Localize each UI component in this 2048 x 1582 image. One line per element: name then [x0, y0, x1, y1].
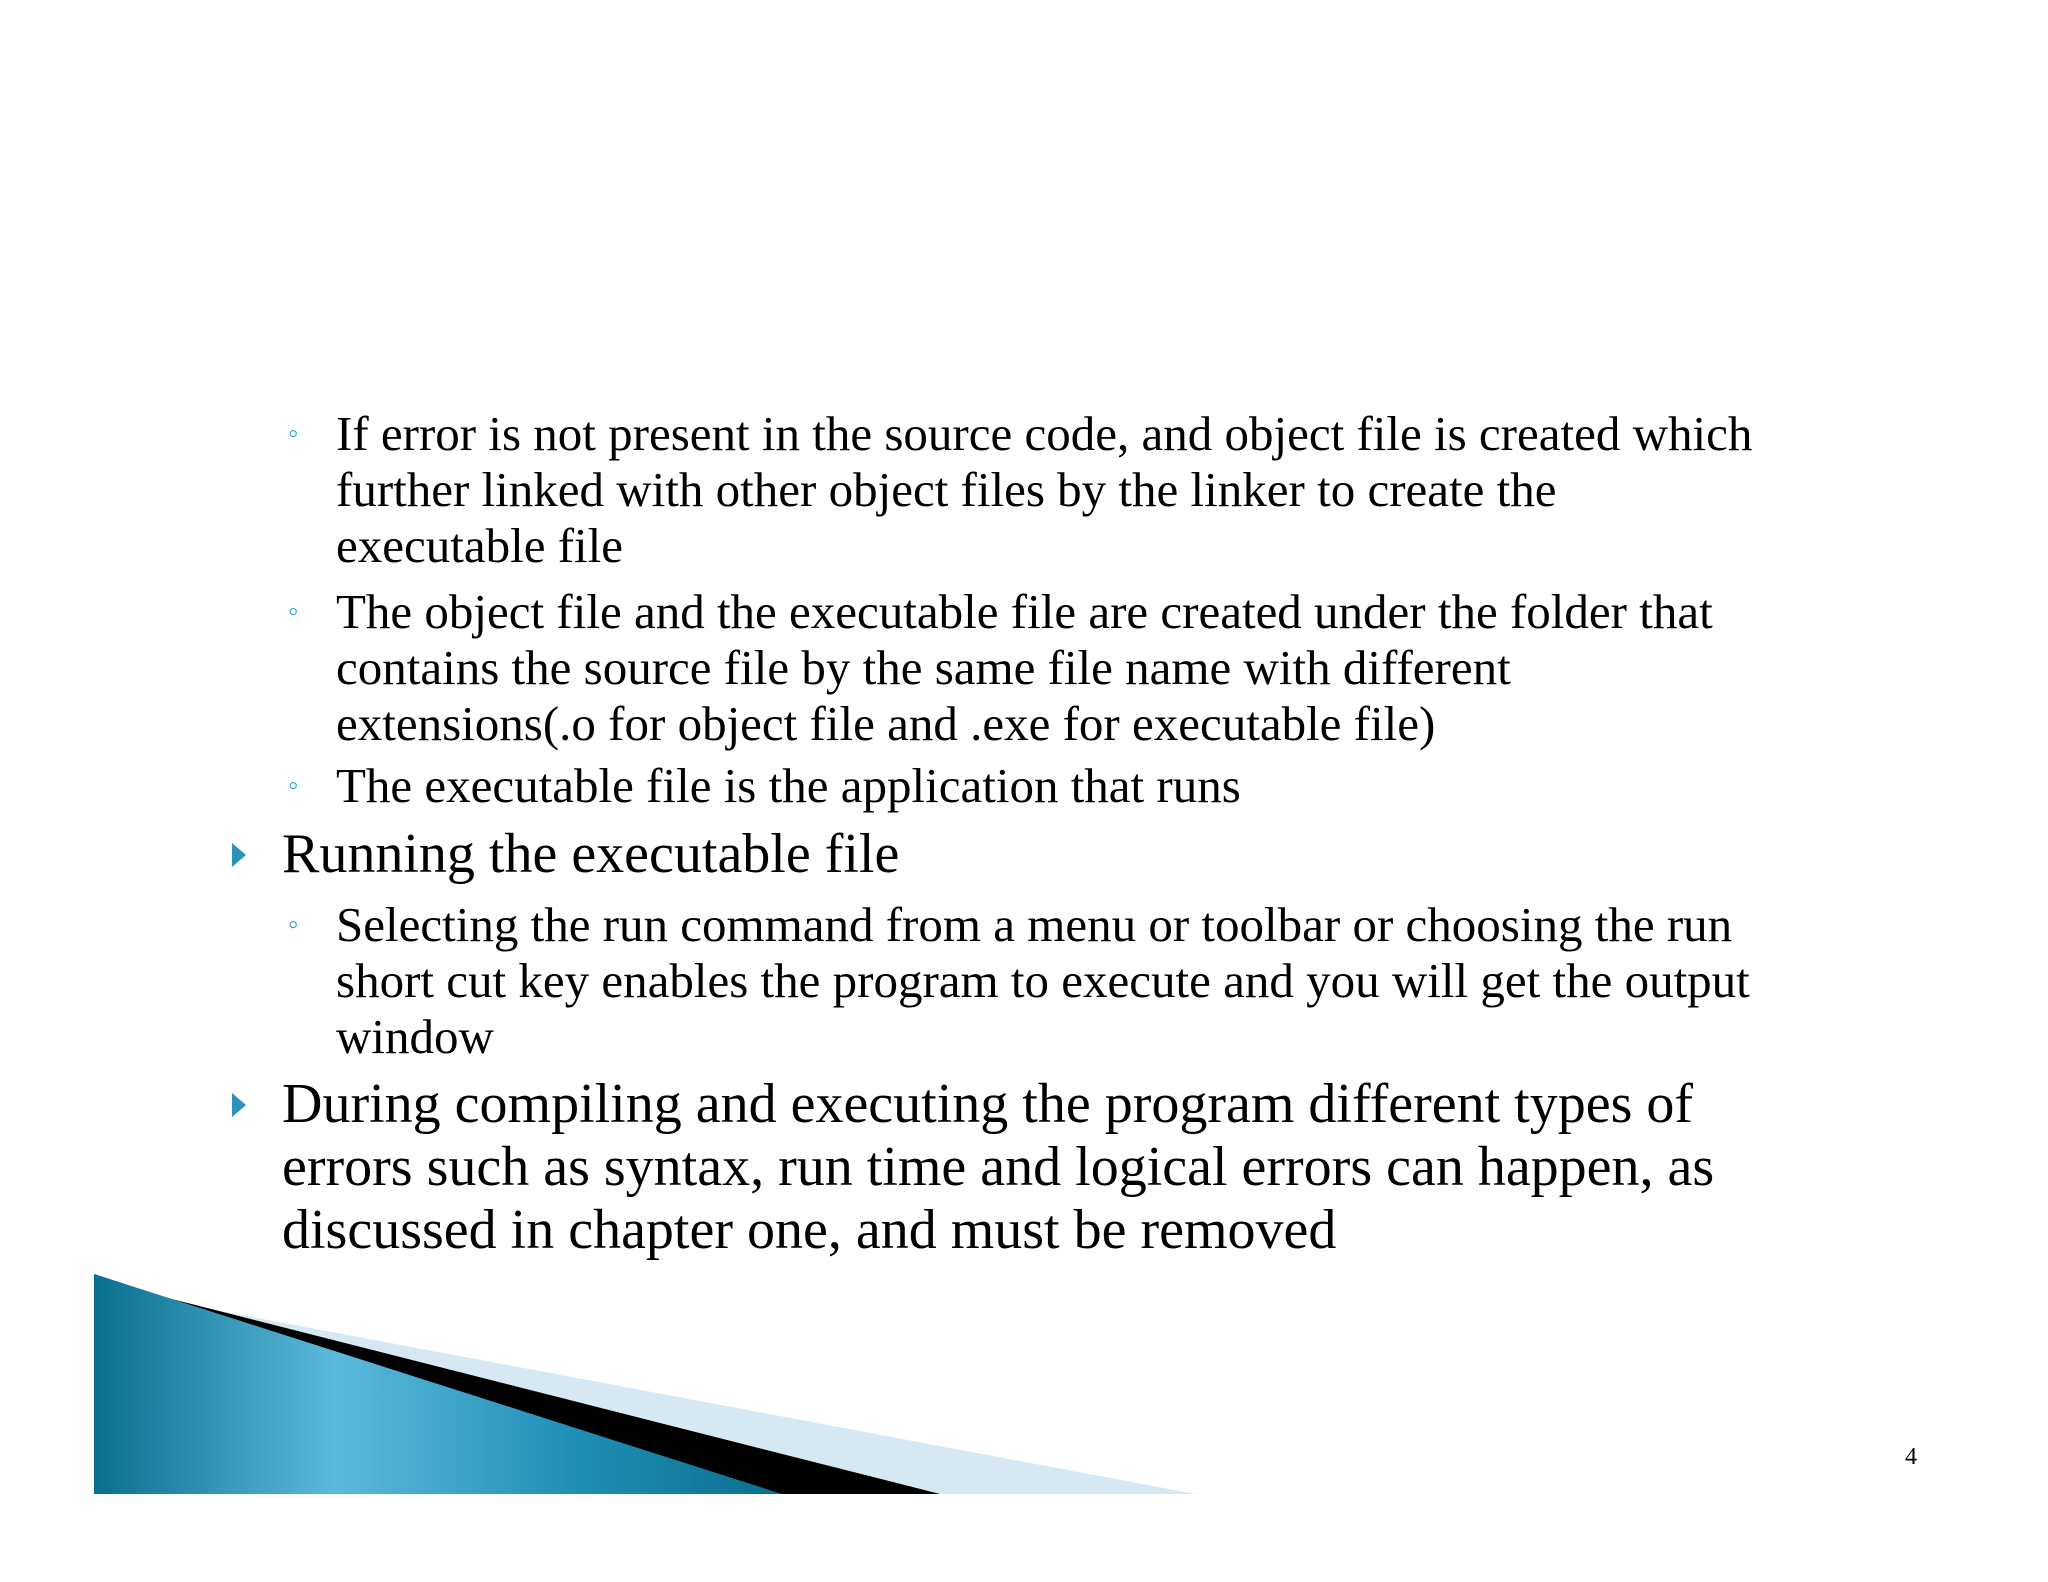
- sub-bullet-text: Selecting the run command from a menu or toolbar or choosing the run short cut key enables the program to execute and you will get the output window: [336, 897, 1750, 1064]
- sub-bullet-text: The object file and the executable file are created under the folder that contains the source file by the same file name with different extensions(.o for object file and .exe for executable file): [336, 584, 1713, 751]
- page-number: 4: [1905, 1444, 1917, 1470]
- hollow-circle-bullet-icon: ◦: [288, 908, 299, 941]
- hollow-circle-bullet-icon: ◦: [288, 417, 299, 450]
- hollow-circle-bullet-icon: ◦: [288, 769, 299, 802]
- triangle-bullet-icon: [232, 843, 246, 867]
- bullet-text: During compiling and executing the program different types of errors such as syntax, run time and logical errors can happen, as discussed in chapter one, and must be removed: [282, 1073, 1715, 1261]
- sub-bullet-text: If error is not present in the source code, and object file is created which further linked with other object files by the linker to create the executable file: [336, 406, 1753, 573]
- triangle-bullet-icon: [232, 1093, 246, 1117]
- sub-bullet-text: The executable file is the application that runs: [336, 758, 1241, 813]
- hollow-circle-bullet-icon: ◦: [288, 595, 299, 628]
- bullet-text: Running the executable file: [282, 823, 900, 885]
